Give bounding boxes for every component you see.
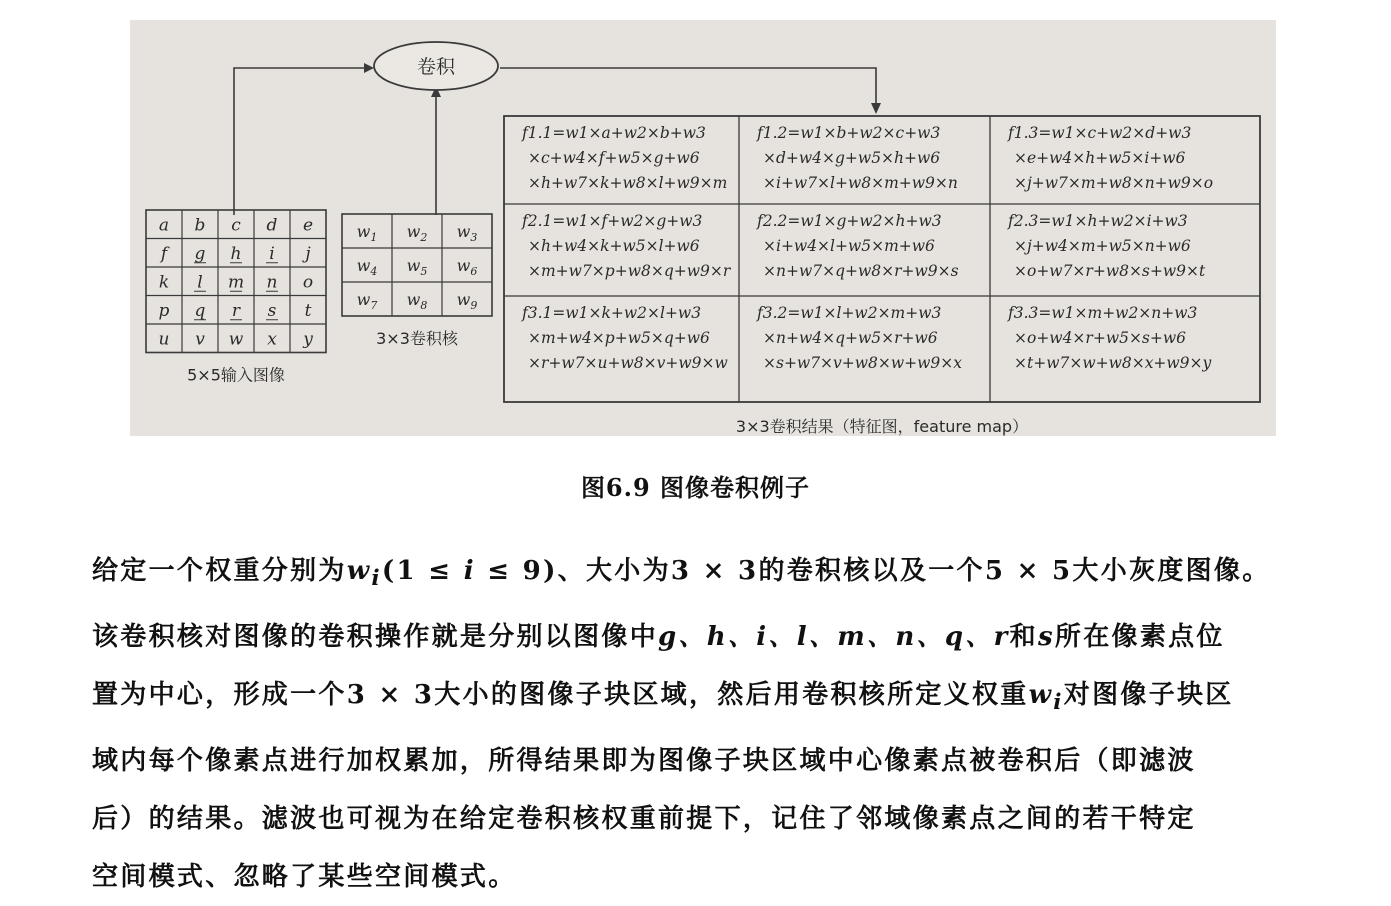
feature-map-cell-r1c1: ×h+w7×k+w8×l+w9×m	[528, 174, 728, 192]
feature-map-cell-r1c1: ×c+w4×f+w5×g+w6	[528, 149, 700, 167]
feature-map-cell-r3c2: ×s+w7×v+w8×w+w9×x	[763, 354, 963, 372]
connector-input-to-conv	[234, 68, 370, 215]
paragraph-line-5: 后）的结果。滤波也可视为在给定卷积核权重前提下，记住了邻域像素点之间的若干特定	[92, 804, 1196, 835]
feature-map-cell-r2c2: ×i+w4×l+w5×m+w6	[763, 237, 935, 255]
connector-conv-to-result	[500, 68, 876, 108]
convolution-node-label: 卷积	[416, 56, 456, 78]
input-pixel-p: p	[158, 300, 170, 321]
input-pixel-v: v	[195, 329, 205, 350]
paragraph-line-6: 空间模式、忽略了某些空间模式。	[92, 862, 517, 893]
kernel-weight-w7: $w_7$	[356, 290, 378, 312]
feature-map-cell-r1c2: ×i+w7×l+w8×m+w9×n	[763, 174, 958, 192]
feature-map-cell-r1c2: ×d+w4×g+w5×h+w6	[763, 149, 941, 167]
feature-map-cell-r1c2: f1.2=w1×b+w2×c+w3	[757, 124, 941, 142]
feature-map-cell-r2c1: ×h+w4×k+w5×l+w6	[528, 237, 700, 255]
feature-map-cell-r3c3: f3.3=w1×m+w2×n+w3	[1008, 304, 1198, 322]
input-image-caption: 5×5输入图像	[187, 365, 285, 385]
feature-map-cell-r1c3: ×e+w4×h+w5×i+w6	[1014, 149, 1186, 167]
paragraph-line-3: 置为中心，形成一个3 × 3大小的图像子块区域，然后用卷积核所定义权重$w_i$对图像子块区	[92, 680, 1234, 716]
feature-map-cell-r3c3: ×o+w4×r+w5×s+w6	[1014, 329, 1187, 347]
feature-map-cell-r3c2: f3.2=w1×l+w2×m+w3	[757, 304, 942, 322]
input-pixel-x: x	[267, 329, 277, 350]
feature-map-cell-r2c2: f2.2=w1×g+w2×h+w3	[757, 212, 942, 230]
input-pixel-r: r	[231, 300, 241, 321]
input-pixel-f: f	[160, 243, 168, 264]
input-pixel-l: l	[197, 272, 203, 293]
kernel-weight-w3: $w_3$	[456, 222, 478, 244]
input-pixel-e: e	[302, 215, 314, 236]
input-pixel-g: g	[194, 243, 206, 264]
paragraph-line-1: 给定一个权重分别为$w_i(1 \le i \le 9)$、大小为3 × 3的卷积核以及一个5 × 5大小灰度图像。	[92, 556, 1271, 592]
feature-map-cell-r2c3: ×j+w4×m+w5×n+w6	[1014, 237, 1191, 255]
convolution-figure-photo	[130, 20, 1276, 436]
input-pixel-b: b	[194, 215, 206, 236]
kernel-weight-w6: $w_6$	[456, 256, 478, 278]
feature-map-cell-r1c1: f1.1=w1×a+w2×b+w3	[522, 124, 706, 142]
feature-map-cell-r1c3: ×j+w7×m+w8×n+w9×o	[1014, 174, 1214, 192]
input-pixel-w: w	[228, 329, 244, 350]
feature-map-cell-r3c2: ×n+w4×q+w5×r+w6	[763, 329, 938, 347]
input-pixel-u: u	[158, 329, 170, 350]
feature-map-cell-r2c3: ×o+w7×r+w8×s+w9×t	[1014, 262, 1206, 280]
feature-map-cell-r3c1: ×r+w7×u+w8×v+w9×w	[528, 354, 728, 372]
body-paragraph	[92, 542, 1367, 906]
input-pixel-i: i	[269, 243, 275, 264]
input-pixel-o: o	[302, 272, 314, 293]
input-pixel-k: k	[158, 272, 170, 293]
feature-map-caption: 3×3卷积结果（特征图，feature map）	[735, 417, 1029, 436]
kernel-weight-w1: $w_1$	[356, 222, 378, 244]
figure-caption: 图6.9 图像卷积例子	[580, 473, 811, 502]
feature-map-cell-r2c1: f2.1=w1×f+w2×g+w3	[522, 212, 703, 230]
feature-map-cell-r3c1: ×m+w4×p+w5×q+w6	[528, 329, 710, 347]
feature-map-cell-r2c3: f2.3=w1×h+w2×i+w3	[1008, 212, 1188, 230]
kernel-weight-w8: $w_8$	[406, 290, 428, 312]
paragraph-line-2: 该卷积核对图像的卷积操作就是分别以图像中g、h、i、l、m、n、q、r和s所在像素点位	[92, 622, 1225, 653]
input-pixel-t: t	[304, 300, 312, 321]
input-pixel-s: s	[267, 300, 277, 321]
input-pixel-m: m	[227, 272, 245, 293]
convolution-diagram	[130, 20, 1276, 436]
kernel-weight-w9: $w_9$	[456, 290, 478, 312]
input-pixel-j: j	[305, 243, 311, 264]
feature-map-cell-r3c1: f3.1=w1×k+w2×l+w3	[522, 304, 702, 322]
kernel-weight-w5: $w_5$	[406, 256, 428, 278]
input-pixel-y: y	[303, 329, 313, 350]
paragraph-line-4: 域内每个像素点进行加权累加，所得结果即为图像子块区域中心像素点被卷积后（即滤波	[92, 746, 1196, 777]
input-pixel-a: a	[158, 215, 170, 236]
arrowhead-result	[871, 103, 881, 114]
input-pixel-c: c	[231, 215, 241, 236]
kernel-caption: 3×3卷积核	[376, 329, 458, 348]
arrowhead-input	[364, 63, 374, 73]
input-pixel-q: q	[194, 300, 206, 321]
input-pixel-d: d	[266, 215, 278, 236]
feature-map-cell-r2c2: ×n+w7×q+w8×r+w9×s	[763, 262, 959, 280]
feature-map-cell-r2c1: ×m+w7×p+w8×q+w9×r	[528, 262, 731, 280]
input-pixel-n: n	[266, 272, 278, 293]
kernel-weight-w2: $w_2$	[406, 222, 428, 244]
feature-map-cell-r1c3: f1.3=w1×c+w2×d+w3	[1008, 124, 1192, 142]
feature-map-cell-r3c3: ×t+w7×w+w8×x+w9×y	[1014, 354, 1212, 372]
input-pixel-h: h	[230, 243, 242, 264]
kernel-weight-w4: $w_4$	[356, 256, 378, 278]
